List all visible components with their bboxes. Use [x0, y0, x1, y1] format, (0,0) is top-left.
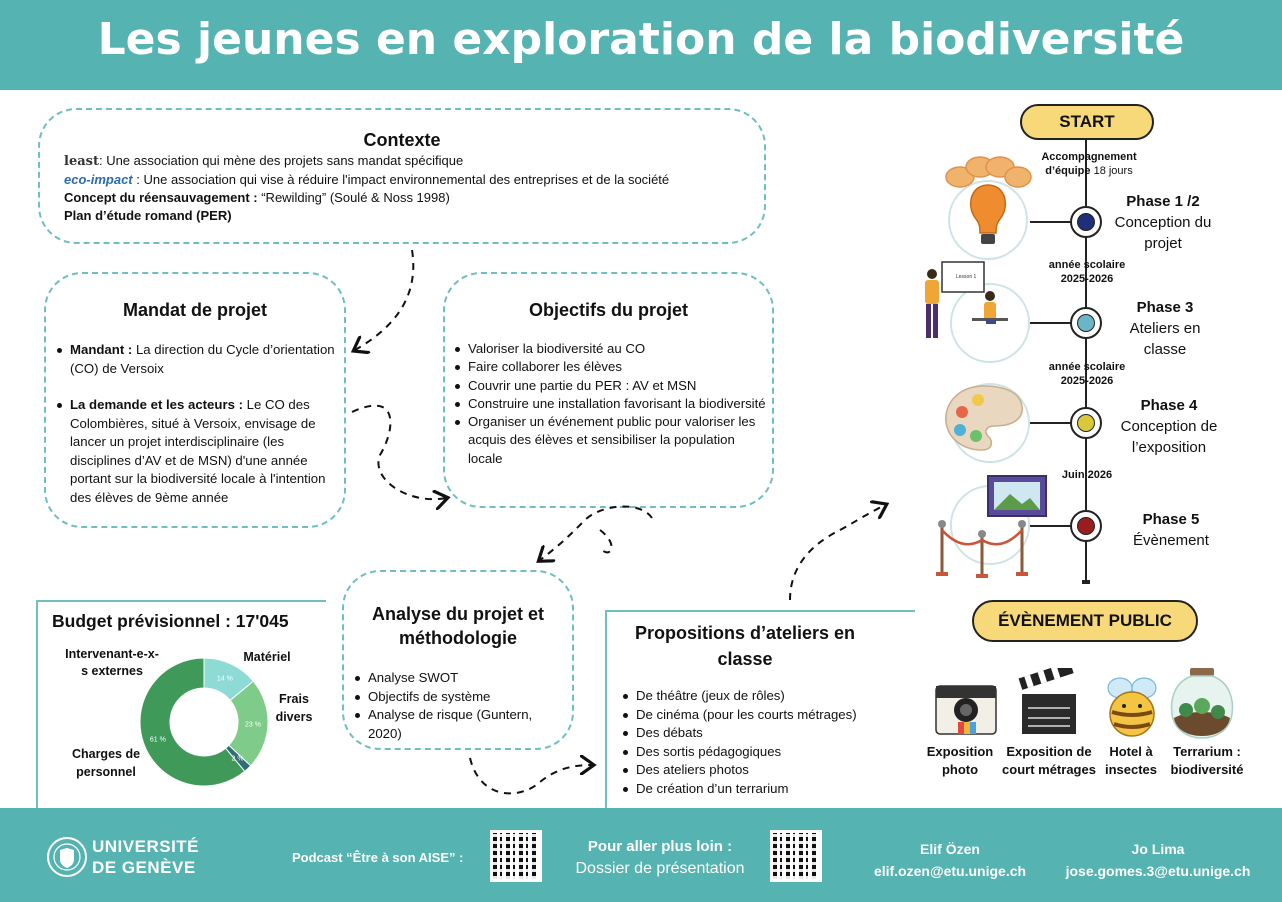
event-pill: ÉVÈNEMENT PUBLIC — [972, 600, 1198, 642]
analyse-item: Analyse SWOT — [352, 669, 568, 688]
phase4-dot — [1070, 407, 1102, 439]
label-frais: Frais divers — [275, 692, 313, 724]
atelier-item: Des ateliers photos — [620, 761, 910, 780]
lightbulb-icon — [940, 155, 1036, 255]
eco-impact-logo: eco-impact — [64, 172, 133, 187]
analyse-heading: Analyse du projet et méthodologie — [371, 604, 545, 648]
arrow-objectifs-analyse — [540, 506, 652, 560]
atelier-item: Des sortis pédagogiques — [620, 743, 910, 762]
event-label-hotel: Hotel à insectes — [1104, 744, 1158, 777]
mandat-item: La demande et les acteurs : Le CO des Colombières, situé à Versoix, envisage de lancer un projet interdisciplinaire (les disciplines d’AV et de MSN) d'une année portant sur la biodiversité locale à l'intention des élèves de 9ème année — [54, 396, 340, 507]
page-title: Les jeunes en exploration de la biodiversité — [97, 14, 1185, 65]
event-label-photo: Exposition photo — [926, 744, 994, 777]
atelier-item: De cinéma (pour les courts métrages) — [620, 706, 910, 725]
author2-email[interactable]: jose.gomes.3@etu.unige.ch — [1065, 863, 1251, 879]
phase4-text — [1112, 395, 1226, 458]
start-pill: START — [1020, 104, 1154, 140]
podcast-qr-overlay — [490, 830, 542, 882]
author1 — [860, 838, 1040, 882]
donut-value-label: 2 % — [231, 755, 244, 763]
objectif-item: Valoriser la biodiversité au CO — [452, 340, 768, 358]
event-label-terrarium: Terrarium : biodiversité — [1170, 744, 1244, 777]
timeline-end-tick — [1082, 580, 1090, 584]
contexte-line-least: least: Une association qui mène des projets sans mandat spécifique — [64, 153, 464, 169]
phase3-dot — [1070, 307, 1102, 339]
donut-value-label: 23 % — [244, 721, 261, 729]
teacher-student-icon — [916, 260, 1016, 358]
contexte-line-ecoimpact: eco-impact : Une association qui vise à réduire l'impact environnemental des entreprises et de la société — [64, 172, 670, 187]
author2 — [1052, 838, 1264, 882]
phase12-desc: Conception du projet — [1114, 214, 1212, 252]
terrarium-icon — [1168, 666, 1236, 740]
phase12-title: Phase 1 /2 — [1126, 193, 1200, 210]
mandat-item: Mandant : La direction du Cycle d’orientation (CO) de Versoix — [54, 341, 340, 378]
dossier-label: Dossier de présentation — [575, 860, 745, 877]
date-2: année scolaire 2025-2026 — [1048, 361, 1126, 387]
arrow-ateliers-timeline — [790, 505, 885, 600]
objectif-item: Organiser un événement public pour valoriser les acquis des élèves et sensibiliser la population locale — [452, 413, 768, 468]
plus-loin-label: Pour aller plus loin : — [587, 838, 733, 855]
arrow-loop — [600, 530, 612, 552]
clapperboard-icon — [1018, 668, 1080, 738]
university-name: UNIVERSITÉ DE GENÈVE — [92, 837, 200, 877]
phase5-dot — [1070, 510, 1102, 542]
author1-email[interactable]: elif.ozen@etu.unige.ch — [873, 863, 1027, 879]
accomp-label: Accompagnement d’équipe 18 jours — [1041, 151, 1137, 177]
phase5-desc: Évènement — [1133, 532, 1209, 549]
dot-fill — [1077, 213, 1095, 231]
donut-value-label: 61 % — [149, 736, 166, 744]
phase4-desc: Conception de l’exposition — [1120, 418, 1218, 456]
author2-name: Jo Lima — [1131, 841, 1185, 857]
phase4-title: Phase 4 — [1140, 397, 1198, 414]
ateliers-heading: Propositions d’ateliers en classe — [634, 623, 856, 669]
board-text: Lesson 1 — [956, 274, 977, 280]
budget-heading: Budget prévisionnel : 17'045 — [52, 611, 289, 631]
arrow-analyse-ateliers — [470, 758, 592, 793]
podcast-label: Podcast “Être à son AISE” : — [292, 850, 464, 865]
contexte-line-per: Plan d’étude romand (PER) — [64, 208, 232, 223]
objectifs-heading: Objectifs du projet — [528, 300, 688, 320]
university-seal-icon — [46, 836, 88, 878]
phase3-desc: Ateliers en classe — [1129, 320, 1201, 358]
arrow-mandat-objectifs — [352, 406, 446, 500]
event-label-court: Exposition de court métrages — [1002, 744, 1096, 777]
phase12-dot — [1070, 206, 1102, 238]
analyse-item: Analyse de risque (Guntern, 2020) — [352, 706, 568, 743]
exhibition-icon — [930, 474, 1054, 584]
contexte-heading: Contexte — [363, 130, 441, 150]
atelier-item: Des débats — [620, 724, 910, 743]
dot-fill — [1077, 414, 1095, 432]
phase3-title: Phase 3 — [1136, 299, 1194, 316]
analyse-item: Objectifs de système — [352, 688, 568, 707]
objectif-item: Construire une installation favorisant la biodiversité — [452, 395, 768, 413]
atelier-item: De création d’un terrarium — [620, 780, 910, 799]
dot-fill — [1077, 314, 1095, 332]
arrow-contexte-mandat — [355, 250, 413, 350]
dossier-qr-overlay — [770, 830, 822, 882]
mandat-heading: Mandat de projet — [122, 300, 267, 320]
label-charges: Charges de personnel — [71, 747, 141, 779]
bee-icon — [1100, 672, 1164, 738]
plus-loin-text — [562, 836, 758, 880]
phase3-text — [1112, 297, 1218, 360]
label-intervenants: Intervenant-e-x-s externes — [65, 647, 159, 678]
date-1: année scolaire 2025-2026 — [1048, 259, 1126, 285]
contexte-line-concept: Concept du réensauvagement : “Rewilding” (Soulé & Noss 1998) — [64, 190, 450, 205]
phase12-text — [1108, 191, 1218, 254]
objectif-item: Couvrir une partie du PER : AV et MSN — [452, 377, 768, 395]
label-materiel: Matériel — [243, 650, 291, 664]
date-3: Juin 2026 — [1061, 469, 1113, 481]
objectif-item: Faire collaborer les élèves — [452, 358, 768, 376]
author1-name: Elif Özen — [920, 841, 980, 857]
least-logo: least — [64, 154, 99, 169]
camera-icon — [934, 682, 998, 738]
donut-value-label: 14 % — [216, 675, 233, 683]
palette-icon — [938, 378, 1030, 460]
dot-fill — [1077, 517, 1095, 535]
phase5-text — [1112, 509, 1230, 551]
phase5-title: Phase 5 — [1142, 511, 1200, 528]
atelier-item: De théâtre (jeux de rôles) — [620, 687, 910, 706]
